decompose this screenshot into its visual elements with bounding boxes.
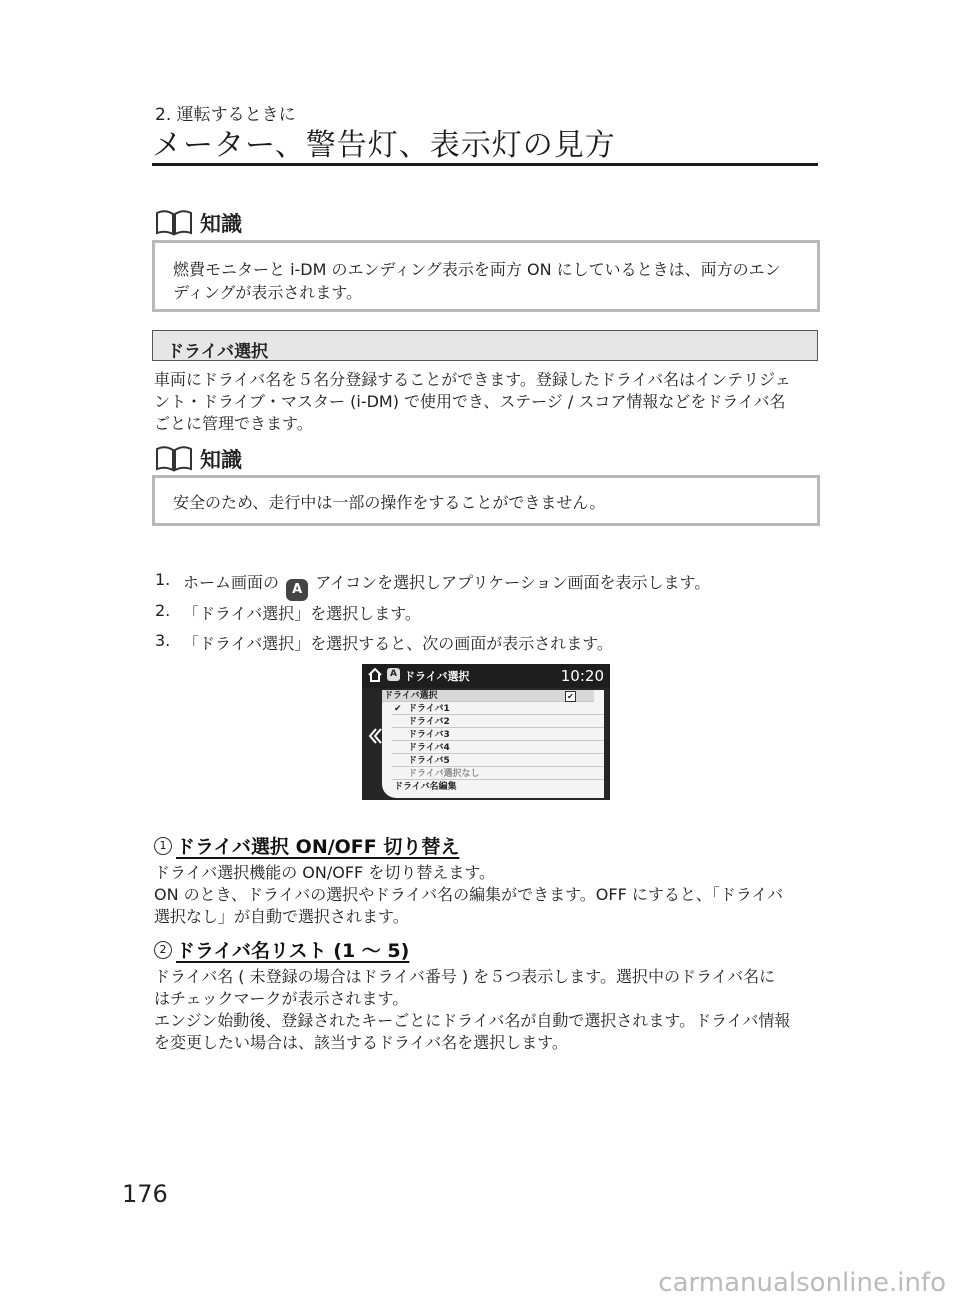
paragraph-line: ント・ドライブ・マスター (i-DM) で使用でき、ステージ / スコア情報などをドライバ名	[154, 392, 786, 411]
driver-select-screen	[362, 664, 610, 800]
book-icon	[154, 209, 194, 237]
page-title: メーター、警告灯、表示灯の見方	[152, 128, 616, 163]
marker-1: 1	[154, 837, 172, 855]
step-text-after: アイコンを選択しアプリケーション画面を表示します。	[315, 573, 711, 592]
paragraph-line: 車両にドライバ名を５名分登録することができます。登録したドライバ名はインテリジェ	[154, 370, 791, 389]
page-number: 176	[122, 1180, 168, 1208]
applications-icon: A	[387, 668, 400, 681]
paragraph-line: を変更したい場合は、該当するドライバ名を選択します。	[154, 1033, 568, 1052]
knowledge-box	[152, 240, 820, 312]
knowledge-line: 燃費モニターと i-DM のエンディング表示を両方 ON にしているときは、両方のエン	[173, 260, 781, 279]
applications-icon: A	[286, 579, 308, 601]
subsection-paragraph-2	[154, 966, 824, 1054]
subsection-heading-1	[154, 832, 459, 859]
toggle-checkbox[interactable]: ✔	[565, 691, 576, 702]
footer-watermark: carmanualsonline.info	[658, 1268, 946, 1298]
paragraph-line: エンジン始動後、登録されたキーごとにドライバ名が自動で選択されます。ドライバ情報	[154, 1011, 791, 1030]
paragraph-line: ごとに管理できます。	[154, 414, 313, 433]
driver-row-label: ドライバ5	[408, 756, 450, 766]
driver-row[interactable]	[392, 703, 604, 715]
home-icon	[368, 668, 382, 682]
driver-row[interactable]	[392, 729, 604, 741]
step-1	[155, 570, 710, 601]
driver-row-label: ドライバ3	[408, 730, 450, 740]
knowledge-heading	[154, 444, 242, 474]
edit-driver-names-row[interactable]	[392, 781, 604, 793]
knowledge-box	[152, 475, 820, 526]
knowledge-heading-text: 知識	[200, 212, 242, 236]
paragraph-line: ドライバ名 ( 未登録の場合はドライバ番号 ) を５つ表示します。選択中のドライバ名に	[154, 967, 776, 986]
chapter-label: 2. 運転するときに	[155, 105, 296, 125]
checkmark-icon: ✔	[394, 704, 402, 714]
back-chevron-icon[interactable]	[368, 726, 382, 746]
subsection-title: ドライバ選択 ON/OFF 切り替え	[176, 836, 460, 858]
driver-row-label: ドライバ1	[408, 704, 450, 714]
knowledge-line: 安全のため、走行中は一部の操作をすることができません。	[173, 493, 606, 512]
step-3	[155, 631, 613, 654]
driver-row[interactable]	[392, 742, 604, 754]
section-paragraph	[154, 369, 824, 435]
marker-2: 2	[154, 941, 172, 959]
knowledge-heading-text: 知識	[200, 448, 242, 472]
step-text	[183, 570, 710, 601]
toggle-label: ドライバ選択	[384, 691, 438, 701]
screen-title: ドライバ選択	[404, 670, 470, 683]
screen-clock: 10:20	[560, 667, 604, 685]
step-text: 「ドライバ選択」を選択します。	[183, 604, 421, 623]
no-driver-row[interactable]	[392, 768, 604, 780]
step-2	[155, 601, 421, 624]
paragraph-line: はチェックマークが表示されます。	[154, 989, 409, 1008]
step-text-before: ホーム画面の	[183, 573, 285, 592]
subsection-heading-2	[154, 936, 409, 963]
subsection-title: ドライバ名リスト (1 ～ 5)	[176, 940, 410, 962]
driver-row[interactable]	[392, 755, 604, 767]
step-number: 2.	[155, 601, 171, 620]
step-number: 3.	[155, 631, 171, 650]
paragraph-line: ON のとき、ドライバの選択やドライバ名の編集ができます。OFF にすると、「ドライバ	[154, 885, 784, 904]
book-icon	[154, 445, 194, 473]
driver-row-label: ドライバ選択なし	[408, 769, 480, 779]
knowledge-line: ディングが表示されます。	[173, 283, 363, 302]
driver-row-label: ドライバ2	[408, 717, 450, 727]
step-number: 1.	[155, 570, 171, 589]
driver-row[interactable]	[392, 716, 604, 728]
paragraph-line: 選択なし」が自動で選択されます。	[154, 907, 409, 926]
driver-row-label: ドライバ4	[408, 743, 450, 753]
screen-list	[382, 690, 604, 798]
knowledge-heading	[154, 208, 242, 238]
subsection-paragraph-1	[154, 862, 824, 928]
driver-select-toggle-row[interactable]	[382, 690, 594, 702]
paragraph-line: ドライバ選択機能の ON/OFF を切り替えます。	[154, 863, 496, 882]
section-title: ドライバ選択	[152, 330, 818, 361]
title-rule	[152, 163, 818, 166]
step-text: 「ドライバ選択」を選択すると、次の画面が表示されます。	[183, 634, 613, 653]
driver-row-label: ドライバ名編集	[394, 782, 457, 792]
